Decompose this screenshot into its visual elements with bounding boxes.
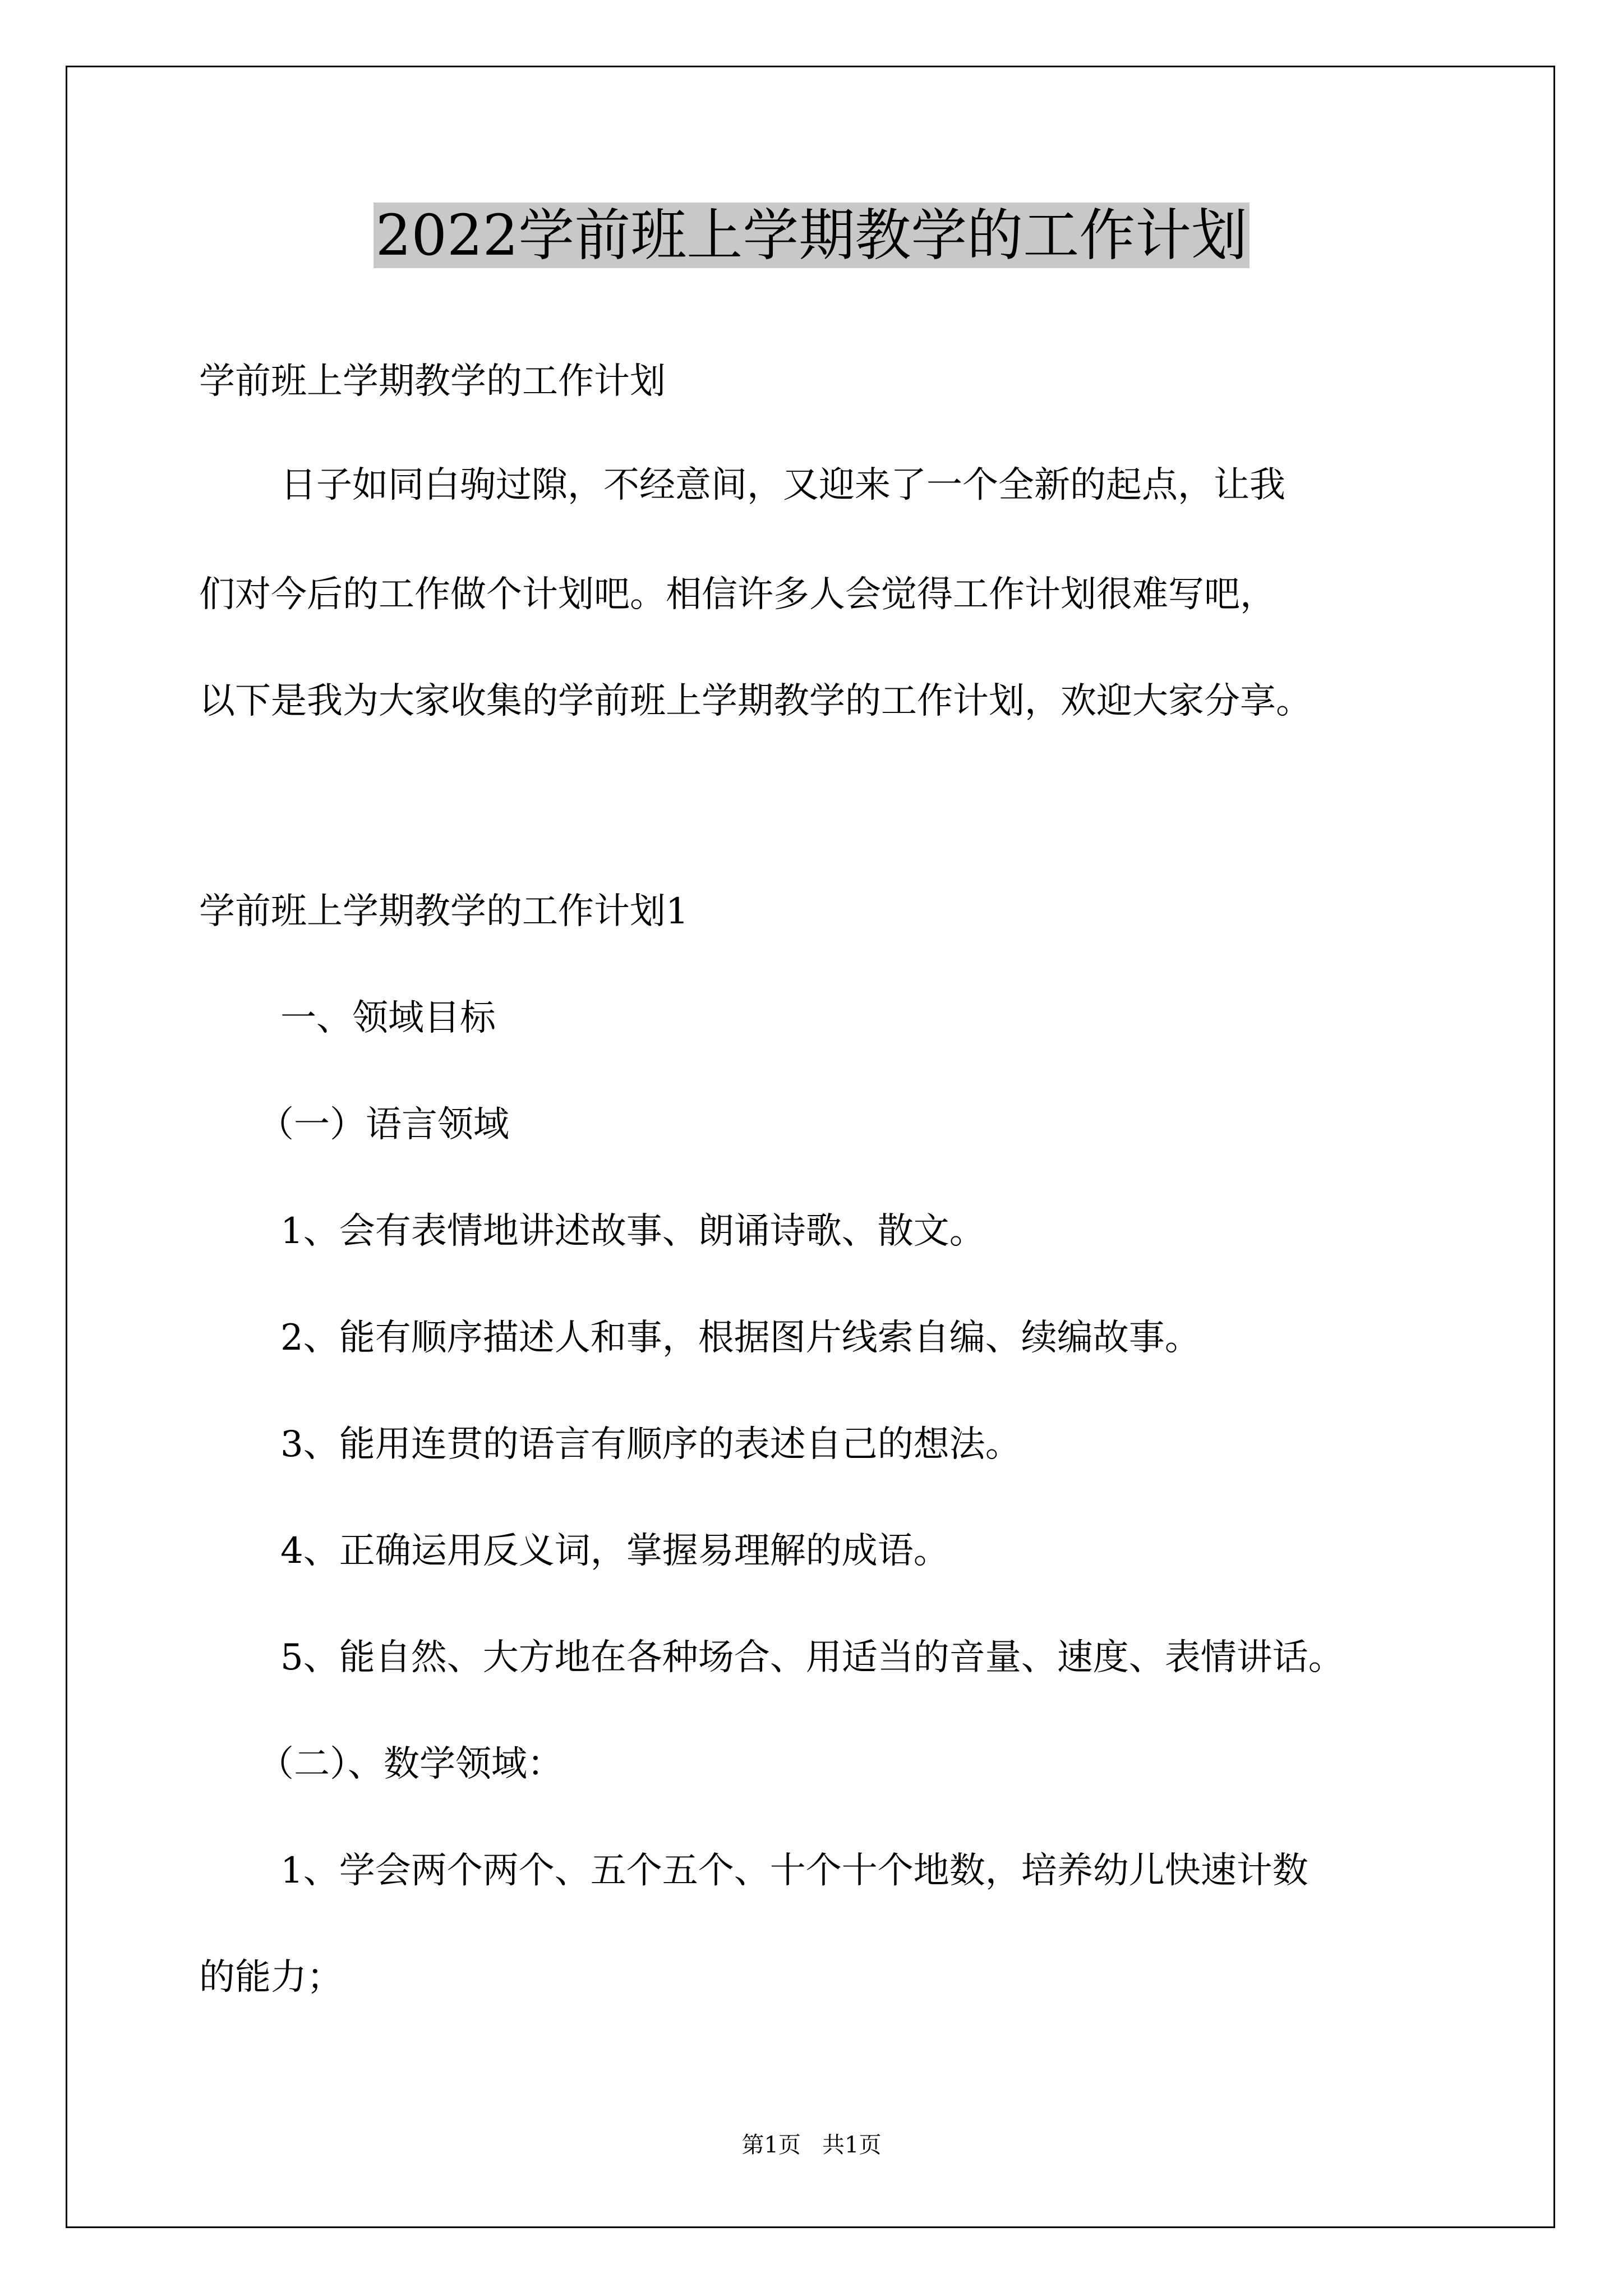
language-item-3: 3、能用连贯的语言有顺序的表述自己的想法。 <box>280 1424 1021 1465</box>
language-item-4: 4、正确运用反义词，掌握易理解的成语。 <box>280 1530 949 1572</box>
math-domain-heading: （二）、数学领域： <box>258 1743 563 1785</box>
page-footer: 第1页 共1页 <box>741 2132 882 2158</box>
language-item-1: 1、会有表情地讲述故事、朗诵诗歌、散文。 <box>280 1211 985 1252</box>
intro-line-3: 以下是我为大家收集的学前班上学期教学的工作计划，欢迎大家分享。 <box>199 680 1312 722</box>
domain-goals-heading: 一、领域目标 <box>280 997 496 1039</box>
math-item-1-line-2: 的能力； <box>199 1957 343 1998</box>
math-item-1-line-1: 1、学会两个两个、五个五个、十个十个地数，培养幼儿快速计数 <box>280 1850 1308 1892</box>
document-title: 2022学前班上学期教学的工作计划 <box>0 199 1623 272</box>
subtitle: 学前班上学期教学的工作计划 <box>199 361 666 402</box>
section-heading: 学前班上学期教学的工作计划1 <box>199 891 689 932</box>
language-item-5: 5、能自然、大方地在各种场合、用适当的音量、速度、表情讲话。 <box>280 1637 1344 1678</box>
language-domain-heading: （一）语言领域 <box>258 1104 509 1145</box>
intro-line-1: 日子如同白驹过隙，不经意间，又迎来了一个全新的起点，让我 <box>280 464 1285 506</box>
language-item-2: 2、能有顺序描述人和事，根据图片线索自编、续编故事。 <box>280 1317 1201 1359</box>
intro-line-2: 们对今后的工作做个计划吧。相信许多人会觉得工作计划很难写吧， <box>199 574 1276 615</box>
